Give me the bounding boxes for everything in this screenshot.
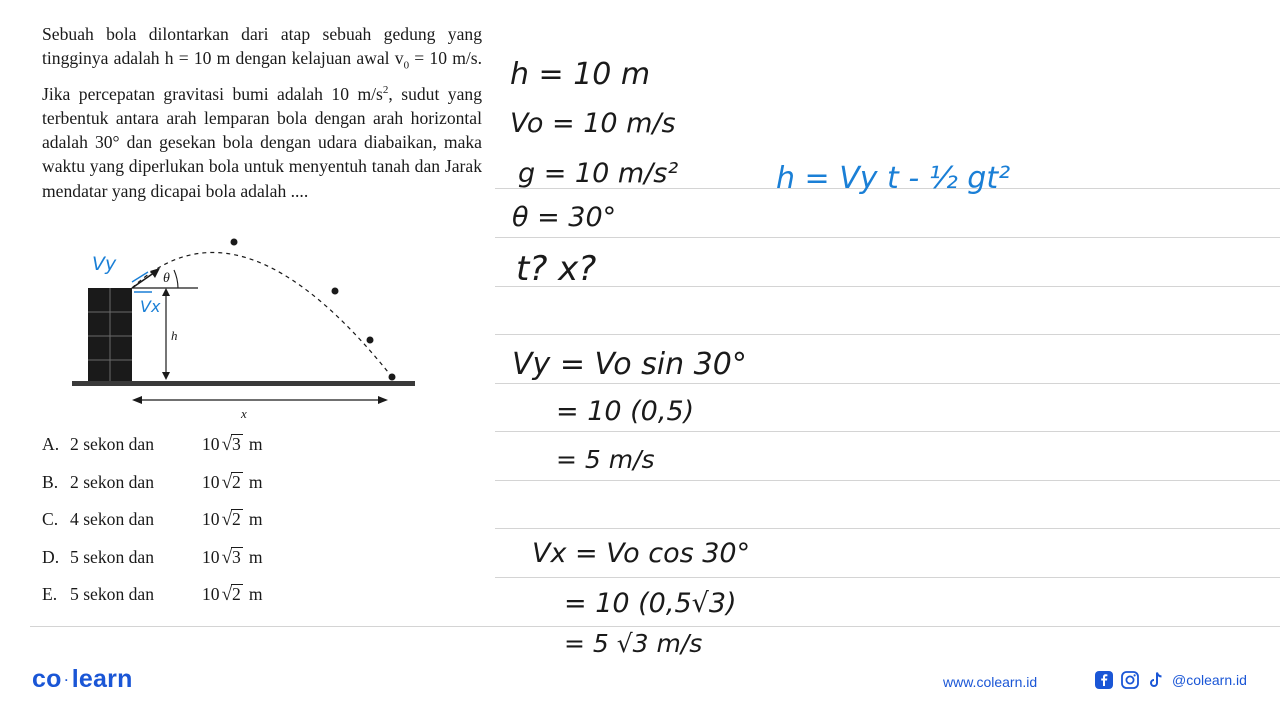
given-angle: θ = 30° [512,202,617,233]
option-letter: C. [42,509,59,529]
x-label: x [241,406,247,421]
instagram-icon[interactable] [1120,670,1140,690]
height-formula: h = Vy t - ½ gt² [776,161,1011,196]
tiktok-icon[interactable] [1146,670,1166,690]
social-handle[interactable]: @colearn.id [1172,672,1247,688]
question-part2: = 10 m/s. Jika percepatan gravitasi bumi adalah 10 m/s [42,48,483,104]
option-letter: A. [42,434,60,454]
vx-substitution: = 10 (0,5√3) [564,588,737,619]
option-text: 2 sekon dan [70,434,155,454]
superscript-two: 2 [382,83,389,96]
option-letter: B. [42,471,59,492]
footer [0,655,1280,705]
given-gravity: g = 10 m/s² [518,158,679,189]
h-label: h [171,328,178,343]
unknowns: t? x? [516,249,597,289]
option-letter: D. [42,546,60,567]
facebook-icon[interactable] [1094,670,1114,690]
vx-label: Vx [140,297,161,316]
option-text: 5 sekon dan [70,546,155,567]
vy-equation: Vy = Vo sin 30° [512,347,747,382]
vy-label: Vy [92,253,117,275]
theta-label: θ [163,271,170,286]
social-links [1094,670,1247,690]
colearn-logo[interactable]: co · learn [32,665,133,693]
given-height: h = 10 m [510,57,651,92]
option-value: 10 √ 2 m [202,509,263,530]
website-link[interactable]: www.colearn.id [943,674,1038,690]
option-text: 5 sekon dan [70,584,155,604]
vy-substitution: = 10 (0,5) [556,396,695,427]
option-value: 10 √ 2 m [202,584,263,605]
option-text: 4 sekon dan [70,509,155,529]
option-value: 10 √ 3 m [202,434,263,455]
question-part3: , sudut yang terbentuk antara arah lemparan bola dengan arah horizontal adalah 30° dan gesekan bola dengan udara diabaikan, maka waktu yang diperlukan bola untuk menyentuh tanah dan Jarak mendatar yang dicapai bola adalah .... [42,83,482,201]
subscript-zero: 0 [403,59,410,72]
option-letter: E. [42,584,58,604]
question-part1: Sebuah bola dilontarkan dari atap sebuah gedung yang tingginya adalah h = 10 m dengan kelajuan awal v [42,24,482,69]
option-text: 2 sekon dan [70,471,155,492]
given-initial-velocity: Vo = 10 m/s [510,108,676,139]
option-value: 10 √ 2 m [202,471,263,493]
vx-result: = 5 √3 m/s [564,629,703,658]
vx-equation: Vx = Vo cos 30° [532,538,751,569]
option-value: 10 √ 3 m [202,546,263,568]
vy-result: = 5 m/s [556,445,655,474]
